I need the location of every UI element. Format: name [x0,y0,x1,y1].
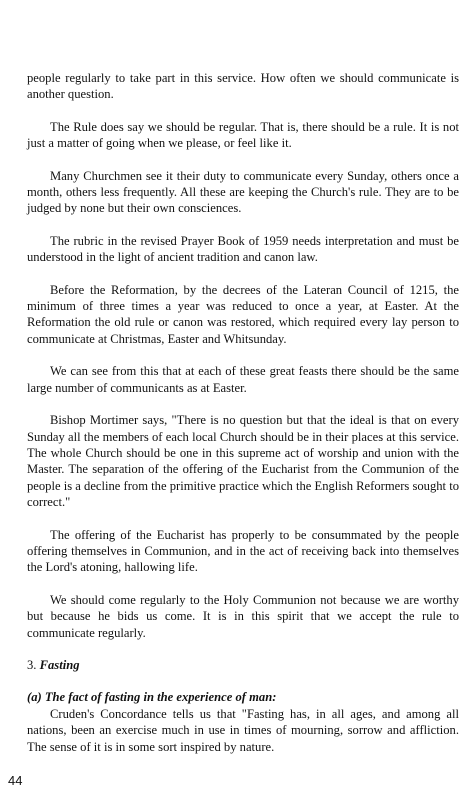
section-heading [27,657,459,673]
paragraph: The offering of the Eucharist has properly to be consummated by the people offering themselves in Communion, and in the act of receiving back into themselves the Lord's atoning, hallowing life. [27,527,459,575]
page-number: 44 [8,773,23,788]
section-number: 3. [27,657,37,672]
paragraph: We should come regularly to the Holy Communion not because we are worthy but because he bids us come. It is in this spirit that we accept the rule to communicate regularly. [27,592,459,640]
paragraph: people regularly to take part in this service. How often we should communicate is another question. [27,71,459,102]
subsection-heading: (a) The fact of fasting in the experience of man: [27,690,277,705]
paragraph: The rubric in the revised Prayer Book of 1959 needs interpretation and must be understood in the light of ancient tradition and canon law. [27,233,459,265]
paragraph: We can see from this that at each of these great feasts there should be the same large number of communicants as at Easter. [27,364,459,395]
paragraph: The Rule does say we should be regular. That is, there should be a rule. It is not just a matter of going when we please, or feel like it. [27,119,459,151]
paragraph: Before the Reformation, by the decrees of the Lateran Council of 1215, the minimum of three times a year was reduced to once a year, at Easter. At the Reformation the old rule or canon was restored, which required every lay person to communicate at Christmas, Easter and Whitsunday. [27,282,459,346]
paragraph: Many Churchmen see it their duty to communicate every Sunday, others once a month, others less frequently. All these are keeping the Church's rule. They are to be judged by none but their own consciences. [27,168,459,216]
paragraph: Bishop Mortimer says, "There is no question but that the ideal is that on every Sunday all the members of each local Church should be in their places at this service. The whole Church should be one in this supreme act of worship and union with the Master. The separation of the offering of the Eucharist from the Communion of the people is a decline from the primitive practice which the English Reformers sought to correct." [27,413,459,510]
section-title: Fasting [39,657,80,672]
paragraph: Cruden's Concordance tells us that "Fasting has, in all ages, and among all nations, been an exercise much in use in times of mourning, sorrow and affliction. The sense of it is in some sort inspired by nature. [27,706,459,754]
page-body [27,70,459,755]
